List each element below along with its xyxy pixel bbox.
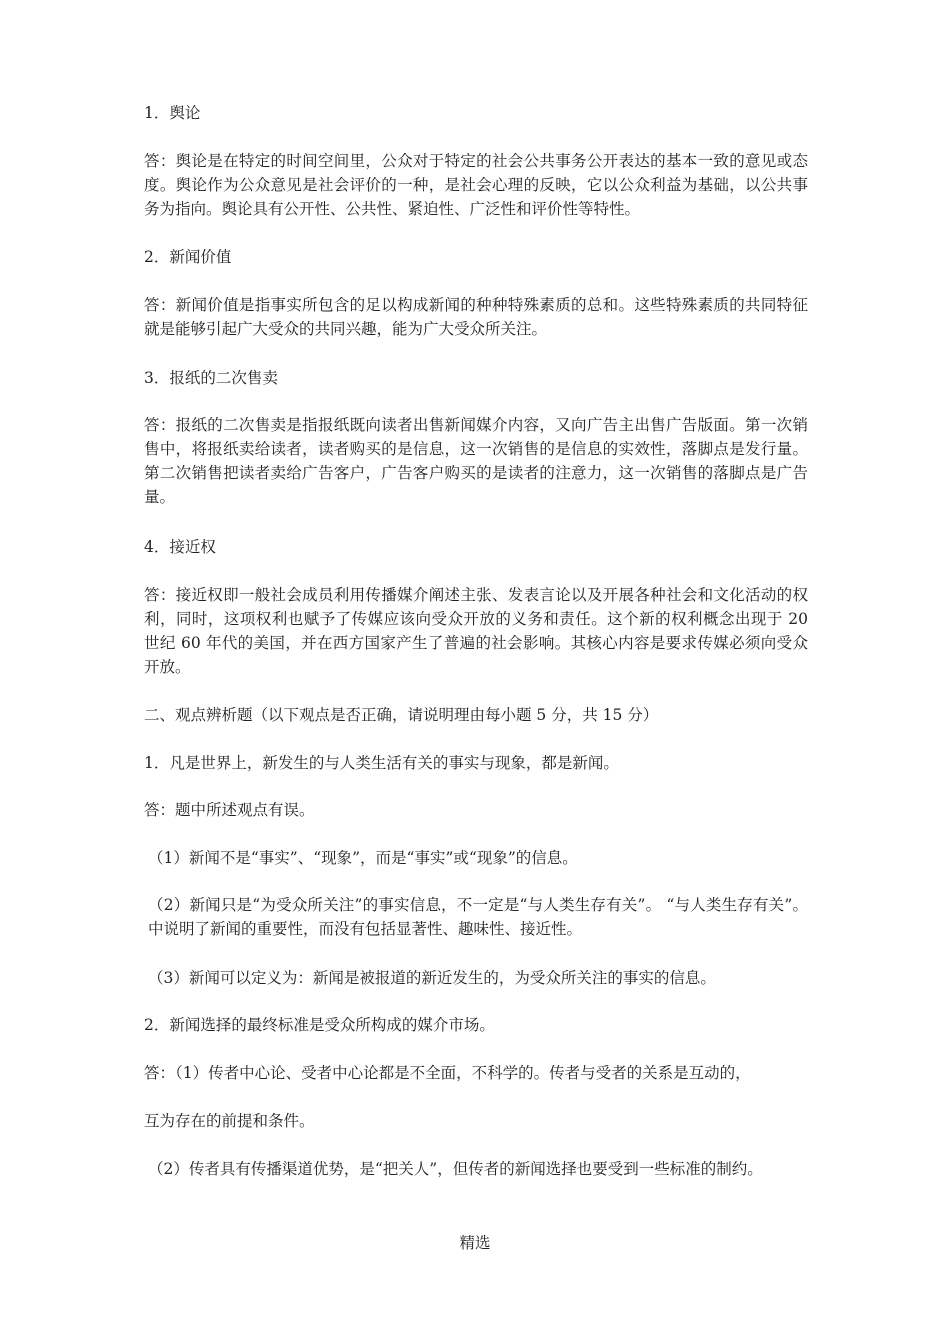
part-2-heading: 二、观点辨析题（以下观点是否正确，请说明理由每小题 5 分，共 15 分） xyxy=(144,706,659,724)
point-2-answer-line-2: 互为存在的前提和条件。 xyxy=(144,1112,315,1130)
point-1-reason-2: （2）新闻只是“为受众所关注”的事实信息，不一定是“与人类生存有关”。 “与人类生存有关”。中说明了新闻的重要性，而没有包括显著性、趣味性、接近性。 xyxy=(148,896,808,938)
point-1-reason-1: （1）新闻不是“事实”、“现象”，而是“事实”或“现象”的信息。 xyxy=(148,849,578,867)
point-1-answer: 答：题中所述观点有误。 xyxy=(144,801,315,819)
question-1-title: 1．舆论 xyxy=(144,104,201,122)
page-footer: 精选 xyxy=(459,1234,491,1252)
question-2-answer: 答：新闻价值是指事实所包含的足以构成新闻的种种特殊素质的总和。这些特殊素质的共同特征就是能够引起广大受众的共同兴趣，能为广大受众所关注。 xyxy=(144,296,808,338)
question-4-answer: 答：接近权即一般社会成员利用传播媒介阐述主张、发表言论以及开展各种社会和文化活动的权利，同时，这项权利也赋予了传媒应该向受众开放的义务和责任。这个新的权利概念出现于 20 世纪 60 年代的美国，并在西方国家产生了普遍的社会影响。其核心内容是要求传媒必须向受众开放。 xyxy=(144,586,808,676)
question-3-answer: 答：报纸的二次售卖是指报纸既向读者出售新闻媒介内容，又向广告主出售广告版面。第一次销售中，将报纸卖给读者，读者购买的是信息，这一次销售的是信息的实效性，落脚点是发行量。第二次销售把读者卖给广告客户，广告客户购买的是读者的注意力，这一次销售的落脚点是广告量。 xyxy=(144,416,808,506)
question-4-title: 4．接近权 xyxy=(144,538,216,556)
question-1-answer: 答：舆论是在特定的时间空间里，公众对于特定的社会公共事务公开表达的基本一致的意见或态度。舆论作为公众意见是社会评价的一种，是社会心理的反映，它以公众利益为基础，以公共事务为指向。舆论具有公开性、公共性、紧迫性、广泛性和评价性等特性。 xyxy=(144,152,808,218)
point-1-reason-3: （3）新闻可以定义为：新闻是被报道的新近发生的，为受众所关注的事实的信息。 xyxy=(148,969,716,987)
point-2-answer-line-1: 答：（1）传者中心论、受者中心论都是不全面，不科学的。传者与受者的关系是互动的， xyxy=(144,1064,751,1082)
point-2-reason-2: （2）传者具有传播渠道优势，是“把关人”，但传者的新闻选择也要受到一些标准的制约。 xyxy=(148,1160,763,1178)
question-3-title: 3．报纸的二次售卖 xyxy=(144,369,278,387)
point-1-statement: 1．凡是世界上，新发生的与人类生活有关的事实与现象，都是新闻。 xyxy=(144,754,619,772)
point-2-statement: 2．新闻选择的最终标准是受众所构成的媒介市场。 xyxy=(144,1016,495,1034)
question-2-title: 2．新闻价值 xyxy=(144,248,232,266)
